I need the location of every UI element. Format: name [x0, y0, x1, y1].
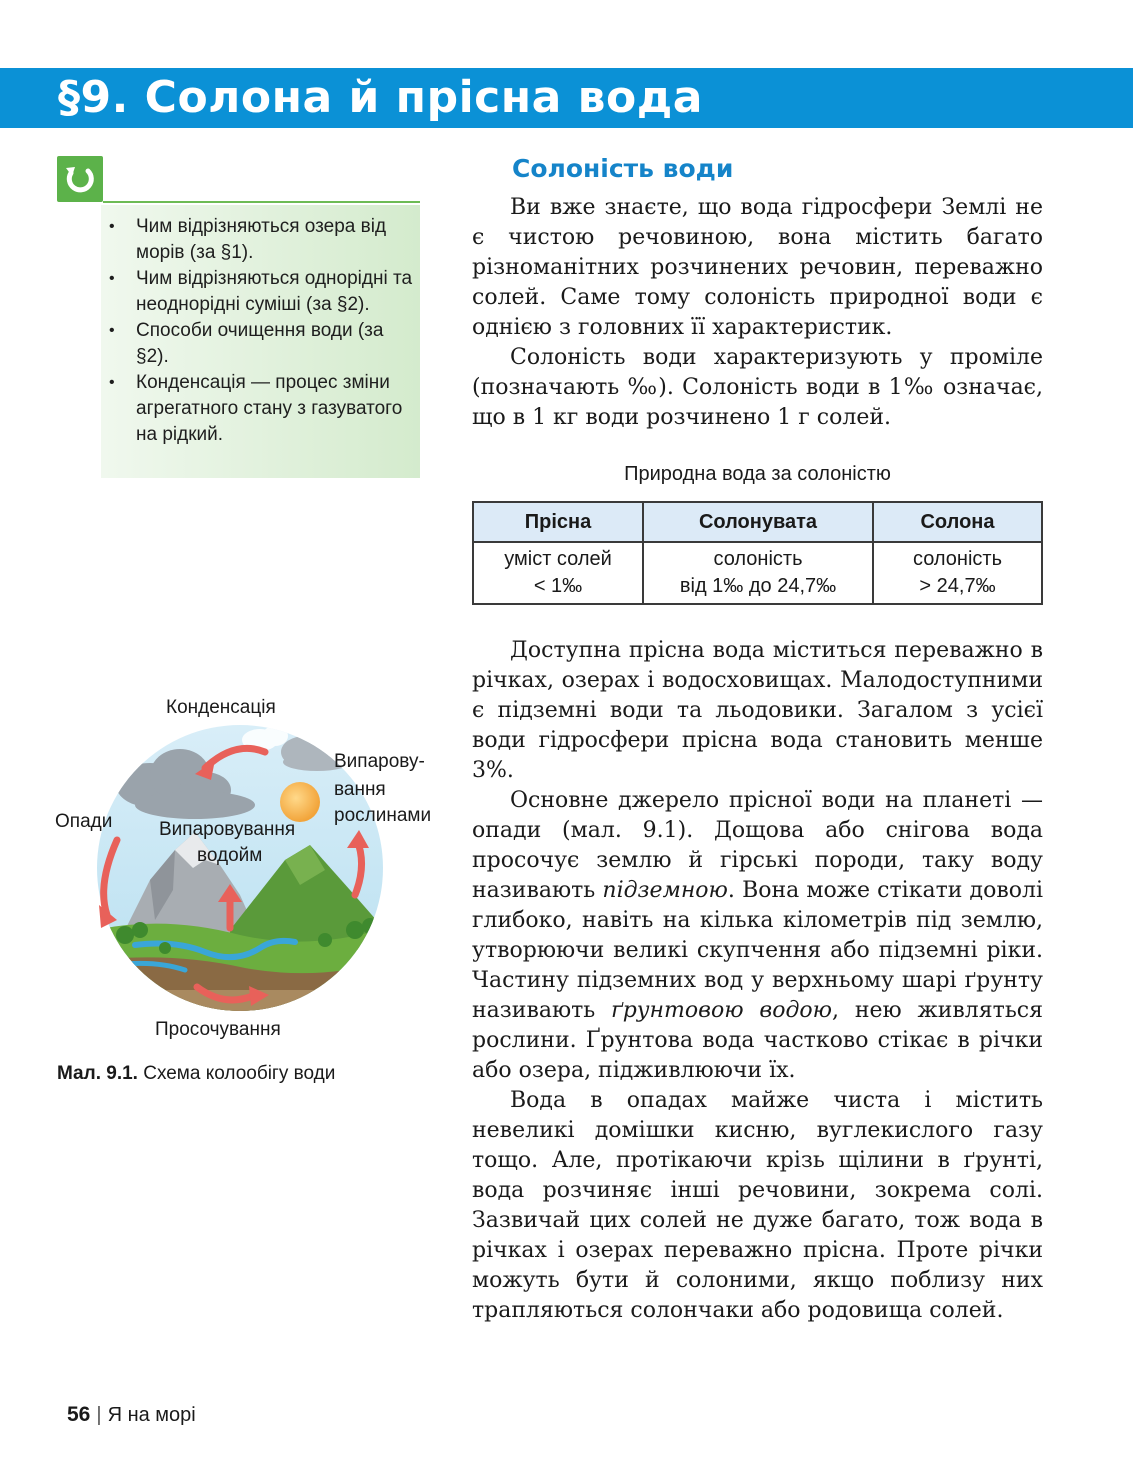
section-heading: Солоність води: [512, 154, 734, 183]
review-icon: [57, 156, 103, 202]
table-cell: [873, 542, 1042, 604]
table-header-cell: Солонувата: [643, 502, 873, 542]
label-transpiration-3: рослинами: [334, 805, 432, 826]
salinity-table: [472, 501, 1043, 605]
page-footer: [67, 1402, 196, 1428]
review-item: • Конденсація — процес зміни агрегатного стану з газуватого на рідкий.: [101, 370, 420, 448]
review-box: [101, 205, 420, 478]
review-item: • Чим відрізняються озера від морів (за §1).: [101, 214, 420, 266]
cell-line: < 1‰: [533, 575, 583, 597]
cell-line: солоність: [913, 548, 1002, 570]
figure-caption: [57, 1061, 335, 1087]
page-title: §9. Солона й прісна вода: [58, 72, 703, 123]
cell-line: від 1‰ до 24,7‰: [679, 575, 837, 597]
cell-line: > 24,7‰: [919, 575, 996, 597]
label-precipitation: Опади: [55, 811, 113, 832]
label-transpiration-1: Випарову-: [334, 751, 425, 772]
review-item: • Способи очищення води (за §2).: [101, 318, 420, 370]
paragraph: Солоність води характеризують у проміле (позначають ‰). Солоність води в 1‰ означає, що в 1 кг води розчинено 1 г солей.: [472, 345, 1043, 430]
term-groundwater: ґрунтовою водою: [611, 998, 833, 1023]
label-condensation: Конденсація: [166, 697, 276, 718]
footer-separator: |: [96, 1404, 102, 1426]
text-run: , нею живляться рослини. Ґрунтова вода частково стікає в річки або озера, підживлюючи їх.: [472, 998, 1043, 1083]
table-caption: Природна вода за солоністю: [624, 463, 891, 485]
body-text: [472, 636, 1043, 1326]
cell-line: солоність: [713, 548, 803, 570]
table-cell: [473, 542, 643, 604]
table-row: [473, 542, 1042, 604]
intro-text: [472, 193, 1043, 433]
paragraph: Вода в опадах майже чиста і містить невеликі домішки кисню, вуглекислого газу тощо. Але, протікаючи крізь щілини в ґрунті, вода розчиняє інші речовини, зокрема солі. Зазвичай цих солей не дуже багато, тож вода в річках і озерах переважно прісна. Проте річки можуть бути й солоними, якщо поблизу них трапляються солончаки або родовища солей.: [472, 1088, 1043, 1323]
review-item: • Чим відрізняються однорідні та неоднорідні суміші (за §2).: [101, 266, 420, 318]
label-evaporation-2: водойм: [197, 845, 263, 866]
page-number: 56: [67, 1403, 91, 1426]
label-transpiration-2: вання: [334, 779, 386, 800]
table-header-row: [473, 502, 1042, 542]
cell-line: уміст солей: [504, 548, 612, 570]
label-evaporation-1: Випаровування: [159, 819, 296, 840]
label-infiltration: Просочування: [155, 1019, 281, 1040]
water-cycle-illustration: [55, 690, 445, 1050]
table-cell: [643, 542, 873, 604]
paragraph: Доступна прісна вода міститься переважно в річках, озерах і водосховищах. Малодоступними є підземні води та льодовики. Загалом з усієї води гідросфери прісна вода становить менше 3%.: [472, 638, 1043, 783]
figure-number: Мал. 9.1.: [57, 1063, 138, 1084]
paragraph: [472, 786, 1043, 1086]
footer-section: Я на морі: [107, 1404, 196, 1426]
table-header-cell: Прісна: [473, 502, 643, 542]
figure-caption-text: Схема колообігу води: [143, 1063, 336, 1084]
paragraph: Ви вже знаєте, що вода гідросфери Землі не є чистою речовиною, вона містить багато різноманітних розчинених речовин, переважно солей. Саме тому солоність природної води є однією з головних її характеристик.: [472, 195, 1043, 340]
review-divider: [103, 201, 420, 203]
water-cycle-diagram: [55, 690, 445, 1050]
text-run: . Вона може стікати доволі глибоко, навіть на кілька кілометрів під землю, утворюючи великі скупчення або підземні ріки. Частину підземних вод у верхньому шарі ґрунту називають: [472, 878, 1043, 1023]
review-list: [101, 205, 420, 448]
text-run: Основне джерело прісної води на планеті — опади (мал. 9.1). Дощова або снігова вода просочує землю й гірські породи, таку воду називають: [472, 788, 1043, 903]
table-header-cell: Солона: [873, 502, 1042, 542]
term-underground: підземною: [602, 878, 728, 903]
